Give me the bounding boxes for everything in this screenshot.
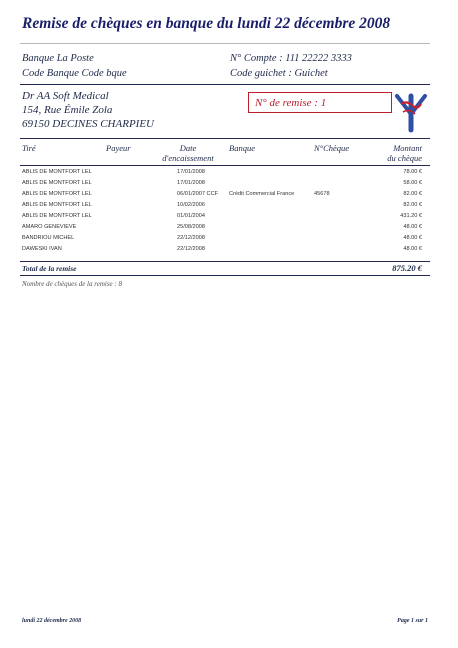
bank-code: Code Banque Code bque [22, 68, 127, 79]
remise-number-box: N° de remise : 1 [248, 92, 392, 113]
total-top-rule [20, 261, 430, 262]
caduceus-logo-icon [393, 90, 429, 134]
cell-montant: 82.00 € [403, 202, 422, 208]
cell-tire: ABLIS DE MONTFORT LEL [22, 202, 92, 208]
cell-date: 06/01/2007 CCF [177, 191, 219, 197]
footer-date: lundi 22 décembre 2008 [22, 618, 82, 624]
cell-montant: 48.00 € [403, 224, 422, 230]
cell-montant: 78.00 € [403, 169, 422, 175]
col-header-tire: Tiré [22, 143, 36, 153]
account-number: N° Compte : 111 22222 3333 [230, 53, 352, 64]
cell-date: 22/12/2008 [177, 235, 205, 241]
col-header-date: Date d'encaissement [162, 143, 214, 163]
cell-montant: 48.00 € [403, 246, 422, 252]
cell-montant: 82.00 € [403, 191, 422, 197]
sender-name: Dr AA Soft Medical [22, 90, 109, 102]
cell-tire: AMARO GENEVIEVE [22, 224, 77, 230]
sender-city: 69150 DECINES CHARPIEU [22, 118, 154, 130]
table-header-divider [20, 165, 430, 166]
cell-tire: ABLIS DE MONTFORT LEL [22, 169, 92, 175]
cell-tire: ABLIS DE MONTFORT LEL [22, 180, 92, 186]
col-header-montant: Montant du chèque [387, 143, 422, 163]
cell-montant: 431.20 € [400, 213, 422, 219]
cell-date: 17/01/2008 [177, 180, 205, 186]
col-header-payeur: Payeur [106, 143, 131, 153]
footer-page: Page 1 sur 1 [397, 618, 428, 624]
cell-date: 22/12/2008 [177, 246, 205, 252]
branch-code: Code guichet : Guichet [230, 68, 328, 79]
cell-date: 17/01/2008 [177, 169, 205, 175]
bank-divider [20, 84, 430, 85]
header-divider [20, 138, 430, 139]
cell-banque: Crédit Commercial France [229, 191, 295, 197]
cell-date: 01/01/2004 [177, 213, 205, 219]
cell-tire: ABLIS DE MONTFORT LEL [22, 191, 92, 197]
col-header-banque: Banque [229, 143, 255, 153]
cell-tire: BANDRIOU MICHEL [22, 235, 75, 241]
cell-date: 10/02/2006 [177, 202, 205, 208]
col-header-numero: N°Chèque [314, 143, 350, 153]
cell-tire: DAWESKI IVAN [22, 246, 62, 252]
bank-name: Banque La Poste [22, 53, 94, 64]
cell-date: 25/08/2008 [177, 224, 205, 230]
cell-montant: 58.00 € [403, 180, 422, 186]
total-bottom-rule [20, 275, 430, 276]
title-divider [20, 43, 430, 44]
page-title: Remise de chèques en banque du lundi 22 décembre 2008 [22, 15, 391, 32]
cheque-count-note: Nombre de chèques de la remise : 8 [22, 280, 122, 288]
total-label: Total de la remise [22, 264, 77, 273]
cell-numero: 45678 [314, 191, 330, 197]
cell-montant: 48.00 € [403, 235, 422, 241]
sender-street: 154, Rue Émile Zola [22, 104, 113, 116]
cell-tire: ABLIS DE MONTFORT LEL [22, 213, 92, 219]
total-amount: 875.20 € [392, 263, 422, 273]
